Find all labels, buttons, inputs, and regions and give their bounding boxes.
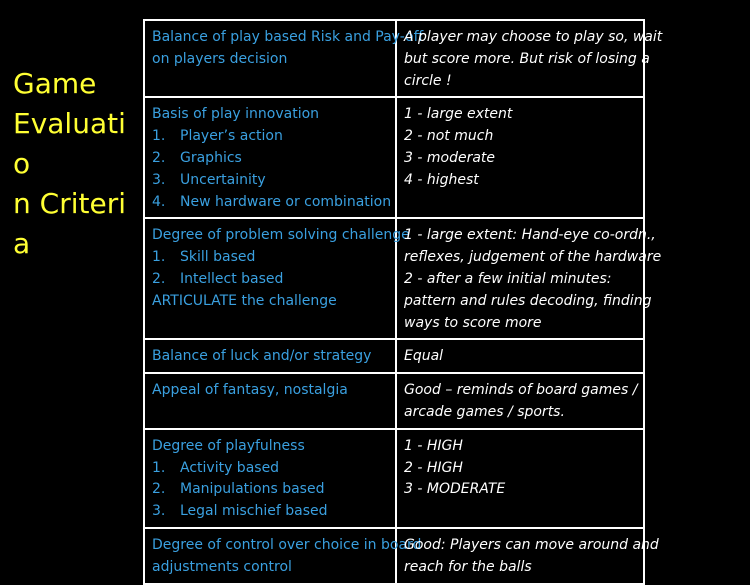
- criteria-table: [143, 19, 663, 585]
- slide-title-line: n Criteria: [13, 187, 126, 260]
- criterion-list-item: 2. Manipulations based: [152, 481, 325, 498]
- evaluation-text: circle !: [404, 72, 452, 89]
- table-row: [144, 429, 644, 528]
- evaluation-text: pattern and rules decoding, finding: [404, 292, 652, 309]
- table-row: [144, 20, 644, 97]
- criterion-list-item: 3. Uncertainity: [152, 171, 266, 188]
- table-row: [144, 339, 644, 373]
- criterion-text: ARTICULATE the challenge: [152, 292, 337, 309]
- slide-title-line: Game: [13, 67, 97, 100]
- evaluation-text: 4 - highest: [404, 171, 479, 188]
- criterion-cell: [144, 528, 422, 584]
- criterion-list-item: 2. Intellect based: [152, 270, 284, 287]
- evaluation-text: reach for the balls: [404, 558, 532, 575]
- evaluation-cell: [396, 339, 644, 373]
- criterion-list-item: 1. Player’s action: [152, 128, 283, 145]
- evaluation-text: 2 - after a few initial minutes:: [404, 270, 612, 287]
- criterion-text: Balance of play based Risk and Pay-off: [152, 29, 424, 45]
- criterion-list-item: 1. Activity based: [152, 459, 280, 476]
- evaluation-text: Equal: [404, 348, 444, 365]
- evaluation-cell: [396, 218, 662, 339]
- slide-title: [13, 64, 131, 264]
- criterion-text: Balance of luck and/or strategy: [152, 348, 372, 365]
- evaluation-text: A player may choose to play so, wait: [404, 29, 663, 45]
- criterion-cell: [144, 339, 396, 373]
- criterion-text: on players decision: [152, 50, 288, 67]
- table-row: [144, 97, 644, 218]
- evaluation-text: 3 - moderate: [404, 149, 495, 166]
- evaluation-text: reflexes, judgement of the hardware: [404, 249, 662, 266]
- evaluation-text: Good: Players can move around and: [404, 536, 659, 553]
- evaluation-cell: [396, 97, 644, 218]
- table-row: [144, 218, 644, 339]
- criterion-text: Appeal of fantasy, nostalgia: [152, 382, 348, 399]
- evaluation-text: 3 - MODERATE: [404, 481, 506, 498]
- criterion-list-item: 3. Legal mischief based: [152, 503, 328, 520]
- criterion-cell: [144, 373, 396, 429]
- table-row: [144, 373, 644, 429]
- evaluation-text: 2 - not much: [404, 128, 494, 145]
- table-row: [144, 528, 644, 584]
- evaluation-cell: [396, 429, 644, 528]
- evaluation-text: Good – reminds of board games /: [404, 382, 638, 399]
- evaluation-cell: [396, 373, 644, 429]
- evaluation-text: 1 - HIGH: [404, 437, 463, 454]
- evaluation-text: 1 - large extent: Hand-eye co-ordn.,: [404, 227, 656, 244]
- evaluation-text: 2 - HIGH: [404, 459, 463, 476]
- criterion-text: Degree of problem solving challenge: [152, 227, 410, 244]
- evaluation-text: but score more. But risk of losing a: [404, 50, 650, 67]
- evaluation-text: ways to score more: [404, 314, 542, 331]
- slide-title-line: Evaluatio: [13, 107, 126, 180]
- criterion-text: Basis of play innovation: [152, 106, 320, 123]
- criterion-cell: [144, 20, 424, 97]
- criterion-cell: [144, 97, 396, 218]
- criterion-text: Degree of playfulness: [152, 437, 305, 454]
- criterion-cell: [144, 218, 410, 339]
- criterion-list-item: 4. New hardware or combination: [152, 193, 392, 210]
- criterion-list-item: 1. Skill based: [152, 249, 256, 266]
- evaluation-text: arcade games / sports.: [404, 403, 565, 420]
- evaluation-text: 1 - large extent: [404, 106, 513, 123]
- evaluation-cell: [396, 20, 663, 97]
- criterion-text: Degree of control over choice in board: [152, 536, 422, 553]
- criterion-text: adjustments control: [152, 558, 292, 575]
- criterion-list-item: 2. Graphics: [152, 149, 242, 166]
- criterion-cell: [144, 429, 396, 528]
- evaluation-cell: [396, 528, 659, 584]
